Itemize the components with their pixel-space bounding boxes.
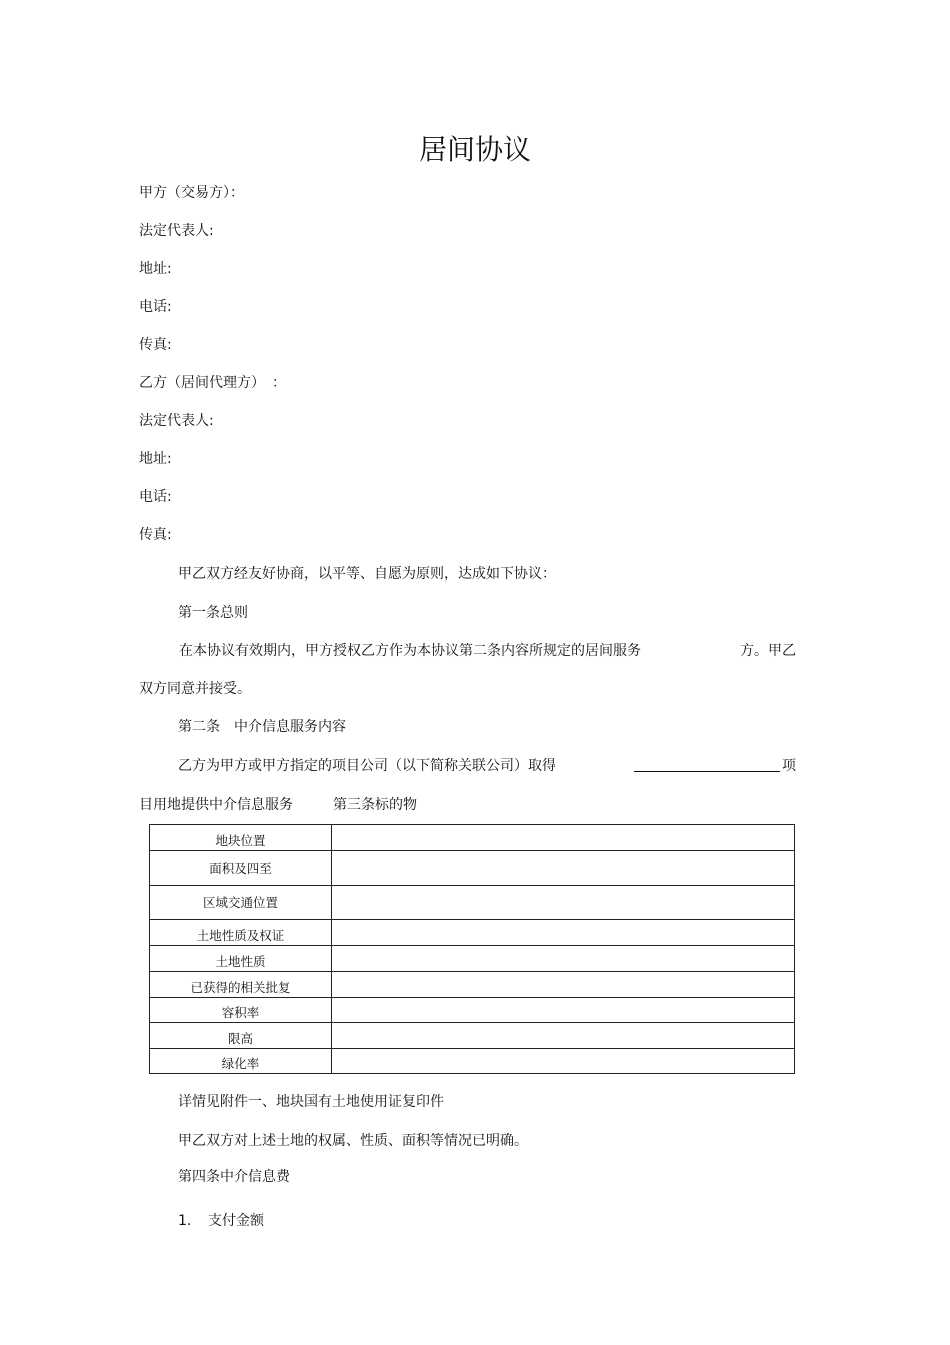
row-value <box>332 998 795 1023</box>
article4-heading: 第四条中介信息费 <box>178 1169 290 1185</box>
attachment-note: 详情见附件一、地块国有土地使用证复印件 <box>178 1094 444 1110</box>
project-name-blank <box>634 757 780 777</box>
table-row <box>150 998 795 1023</box>
party-a-fax-label: 传真: <box>139 337 172 353</box>
table-row <box>150 1023 795 1049</box>
table-row <box>150 972 795 998</box>
row-label: 绿化率 <box>150 1049 332 1074</box>
row-value <box>332 1023 795 1049</box>
row-label: 土地性质及权证 <box>150 920 332 946</box>
row-value <box>332 972 795 998</box>
row-label: 地块位置 <box>150 825 332 851</box>
row-label: 容积率 <box>150 998 332 1023</box>
row-value <box>332 851 795 886</box>
party-b-address-label: 地址: <box>139 451 172 467</box>
article4-item1-number: 1. <box>178 1213 192 1229</box>
article1-line1-a: 在本协议有效期内，甲方授权乙方作为本协议第二条内容所规定的居间服务 <box>179 643 641 659</box>
row-value <box>332 886 795 920</box>
table-row <box>150 946 795 972</box>
party-a-phone-label: 电话: <box>139 299 172 315</box>
document-title: 居间协议 <box>418 133 531 166</box>
party-a-rep-label: 法定代表人: <box>139 223 214 239</box>
intro-paragraph: 甲乙双方经友好协商，以平等、自愿为原则，达成如下协议： <box>178 566 556 582</box>
party-b-name-label: 乙方（居间代理方） ： <box>139 375 286 391</box>
row-value <box>332 1049 795 1074</box>
party-a-name-label: 甲方（交易方）： <box>139 185 244 201</box>
table-row <box>150 851 795 886</box>
row-label: 已获得的相关批复 <box>150 972 332 998</box>
row-label: 面积及四至 <box>150 851 332 886</box>
party-b-phone-label: 电话: <box>139 489 172 505</box>
row-label: 土地性质 <box>150 946 332 972</box>
land-info-table <box>149 824 795 1074</box>
row-value <box>332 825 795 851</box>
table-row <box>150 825 795 851</box>
article2-line2-a: 目用地提供中介信息服务 <box>139 797 293 813</box>
row-label: 限高 <box>150 1023 332 1049</box>
article3-heading: 第三条标的物 <box>333 797 417 813</box>
article1-line1-b: 方。甲乙 <box>740 643 796 659</box>
table-row <box>150 886 795 920</box>
table-row <box>150 1049 795 1074</box>
table-row <box>150 920 795 946</box>
article1-heading: 第一条总则 <box>178 605 248 621</box>
party-b-fax-label: 传真: <box>139 527 172 543</box>
row-value <box>332 920 795 946</box>
party-a-address-label: 地址: <box>139 261 172 277</box>
row-label: 区域交通位置 <box>150 886 332 920</box>
party-b-rep-label: 法定代表人: <box>139 413 214 429</box>
article4-item1-label: 支付金额 <box>208 1213 264 1229</box>
row-value <box>332 946 795 972</box>
article2-line1-a: 乙方为甲方或甲方指定的项目公司（以下简称关联公司）取得 <box>178 758 556 774</box>
confirmation-statement: 甲乙双方对上述土地的权属、性质、面积等情况已明确。 <box>178 1133 528 1149</box>
article2-line1-b: 项 <box>782 758 796 774</box>
article1-line2: 双方同意并接受。 <box>139 681 251 697</box>
article2-heading: 第二条 中介信息服务内容 <box>178 719 346 735</box>
